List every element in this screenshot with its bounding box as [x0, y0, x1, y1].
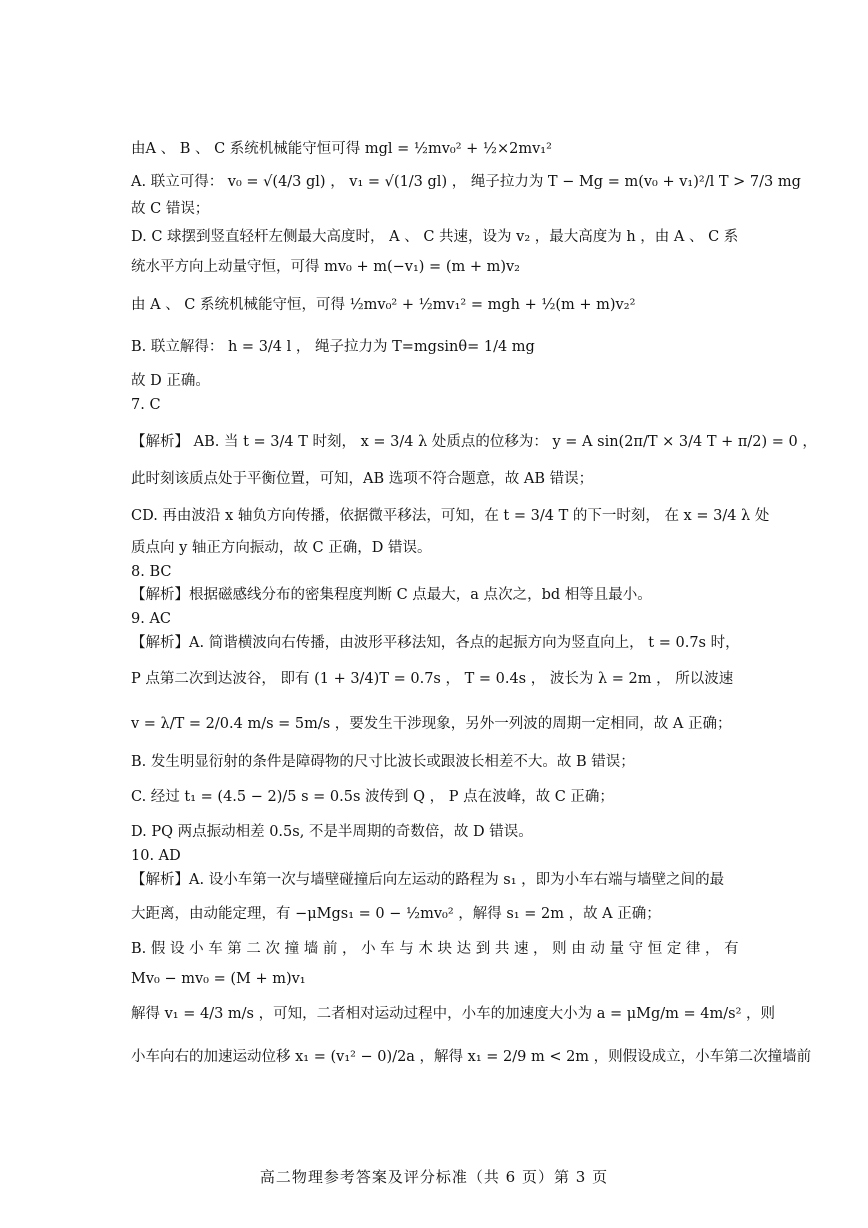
- text-line: 【解析】A. 设小车第一次与墙壁碰撞后向左运动的路程为 s₁ ，即为小车右端与墙壁之间的最: [131, 872, 725, 888]
- text-line: A. 联立可得： v₀ = √(4/3 gl) ， v₁ = √(1/3 gl) ， 绳子拉力为 T − Mg = m(v₀ + v₁)²/l T > 7/3 mg: [131, 174, 801, 190]
- question-number: 8. BC: [131, 564, 172, 580]
- text-line: 故 C 错误；: [131, 201, 210, 217]
- question-number: 7. C: [131, 397, 161, 413]
- text-line: D. PQ 两点振动相差 0.5s, 不是半周期的奇数倍，故 D 错误。: [131, 824, 533, 840]
- text-line: 此时刻该质点处于平衡位置，可知，AB 选项不符合题意，故 AB 错误；: [131, 471, 594, 487]
- text-line: 【解析】A. 简谐横波向右传播，由波形平移法知，各点的起振方向为竖直向上， t = 0.7s 时，: [131, 635, 740, 651]
- text-line: 【解析】 AB. 当 t = 3/4 T 时刻， x = 3/4 λ 处质点的位移为： y = A sin(2π/T × 3/4 T + π/2) = 0 ，: [131, 434, 817, 450]
- text-line: B. 发生明显衍射的条件是障碍物的尺寸比波长或跟波长相差不大。故 B 错误；: [131, 754, 635, 770]
- text-line: B. 假 设 小 车 第 二 次 撞 墙 前 ， 小 车 与 木 块 达 到 共 速 ， 则 由 动 量 守 恒 定 律 ， 有: [131, 941, 739, 957]
- text-line: 质点向 y 轴正方向振动，故 C 正确，D 错误。: [131, 540, 432, 556]
- text-line: C. 经过 t₁ = (4.5 − 2)/5 s = 0.5s 波传到 Q ， P 点在波峰，故 C 正确；: [131, 789, 614, 805]
- text-line: 故 D 正确。: [131, 373, 210, 389]
- text-line: 小车向右的加速运动位移 x₁ = (v₁² − 0)/2a ，解得 x₁ = 2/9 m < 2m ，则假设成立，小车第二次撞墙前: [131, 1049, 812, 1065]
- text-line: D. C 球摆到竖直轻杆左侧最大高度时， A 、 C 共速，设为 v₂ ，最大高度为 h ，由 A 、 C 系: [131, 229, 739, 245]
- text-line: P 点第二次到达波谷， 即有 (1 + 3/4)T = 0.7s ， T = 0.4s ， 波长为 λ = 2m ， 所以波速: [131, 671, 734, 687]
- text-line: 由 A 、 C 系统机械能守恒，可得 ½mv₀² + ½mv₁² = mgh + ½(m + m)v₂²: [131, 297, 636, 313]
- page-footer: 高二物理参考答案及评分标准（共 6 页）第 3 页: [259, 1168, 609, 1186]
- text-line: 【解析】根据磁感线分布的密集程度判断 C 点最大，a 点次之，bd 相等且最小。: [131, 587, 652, 603]
- text-line: 由A 、 B 、 C 系统机械能守恒可得 mgl = ½mv₀² + ½×2mv₁²: [131, 141, 552, 157]
- text-line: v = λ/T = 2/0.4 m/s = 5m/s ，要发生干涉现象，另外一列波的周期一定相同，故 A 正确；: [131, 716, 732, 732]
- text-line: CD. 再由波沿 x 轴负方向传播，依据微平移法，可知，在 t = 3/4 T 的下一时刻， 在 x = 3/4 λ 处: [131, 508, 770, 524]
- text-line: 大距离，由动能定理，有 −μMgs₁ = 0 − ½mv₀² ，解得 s₁ = 2m ，故 A 正确；: [131, 906, 661, 922]
- text-line: 解得 v₁ = 4/3 m/s ，可知，二者相对运动过程中，小车的加速度大小为 a = μMg/m = 4m/s² ，则: [131, 1006, 776, 1022]
- text-line: Mv₀ − mv₀ = (M + m)v₁: [131, 971, 306, 987]
- question-number: 10. AD: [131, 848, 181, 864]
- text-line: 统水平方向上动量守恒，可得 mv₀ + m(−v₁) = (m + m)v₂: [131, 259, 520, 275]
- text-line: B. 联立解得： h = 3/4 l ， 绳子拉力为 T=mgsinθ= 1/4 mg: [131, 339, 535, 355]
- question-number: 9. AC: [131, 611, 172, 627]
